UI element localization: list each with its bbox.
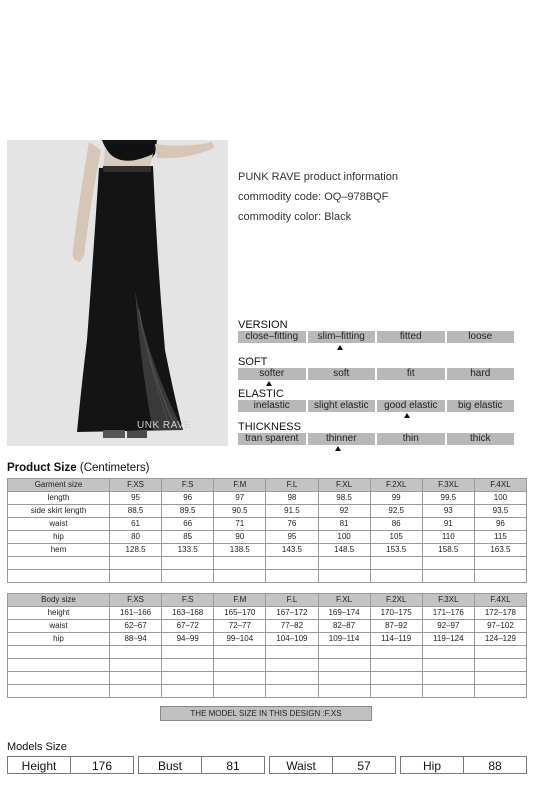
table-cell	[318, 646, 370, 659]
table-header-row	[8, 594, 527, 607]
table-row	[8, 633, 527, 646]
table-row	[8, 607, 527, 620]
table-row	[8, 544, 527, 557]
table-header-row	[8, 479, 527, 492]
attr-option: fitted	[377, 331, 445, 343]
attr-option: loose	[447, 331, 515, 343]
table-cell	[370, 672, 422, 685]
model-measure-hip	[400, 756, 527, 774]
table-cell	[266, 672, 318, 685]
selection-marker-icon	[266, 381, 272, 386]
model-measure-label: Hip	[422, 759, 441, 773]
attr-option: thick	[447, 433, 515, 445]
selection-marker-icon	[335, 446, 341, 451]
size-column-header: F.M	[214, 479, 266, 492]
table-cell: 99.5	[422, 492, 474, 505]
table-cell: 98.5	[318, 492, 370, 505]
row-label	[8, 557, 110, 570]
table-cell: 161–166	[110, 607, 162, 620]
table-cell	[162, 646, 214, 659]
table-cell	[318, 672, 370, 685]
table-row	[8, 659, 527, 672]
table-cell: 92–97	[422, 620, 474, 633]
table-cell: 97–102	[474, 620, 526, 633]
table-cell: 80	[110, 531, 162, 544]
table-cell: 119–124	[422, 633, 474, 646]
row-label: height	[8, 607, 110, 620]
table-row	[8, 531, 527, 544]
size-column-header: F.M	[214, 594, 266, 607]
attr-title-elastic: ELASTIC	[238, 388, 284, 400]
product-size-heading: Product Size	[7, 462, 77, 474]
table-cell	[110, 672, 162, 685]
attr-option: close–fitting	[238, 331, 306, 343]
row-label: side skirt length	[8, 505, 110, 518]
table-row	[8, 672, 527, 685]
table-cell	[110, 570, 162, 583]
table-cell	[318, 570, 370, 583]
table-cell: 128.5	[110, 544, 162, 557]
table-cell: 169–174	[318, 607, 370, 620]
table-cell: 81	[318, 518, 370, 531]
table-cell	[266, 557, 318, 570]
table-cell	[110, 646, 162, 659]
table-row	[8, 646, 527, 659]
row-label: waist	[8, 518, 110, 531]
attr-scale-soft	[238, 368, 514, 380]
table-cell	[162, 557, 214, 570]
table-cell	[318, 557, 370, 570]
attr-title-thickness: THICKNESS	[238, 421, 301, 433]
table-cell	[474, 570, 526, 583]
table-cell: 71	[214, 518, 266, 531]
info-code-line: commodity code: OQ–978BQF	[238, 191, 389, 203]
attr-option: big elastic	[447, 400, 515, 412]
attr-title-version: VERSION	[238, 319, 288, 331]
table-cell: 92	[318, 505, 370, 518]
table-cell: 148.5	[318, 544, 370, 557]
attr-option: good elastic	[377, 400, 445, 412]
attr-option: tran sparent	[238, 433, 306, 445]
selection-marker-icon	[337, 345, 343, 350]
table-cell	[214, 557, 266, 570]
table-cell: 97	[214, 492, 266, 505]
table-row	[8, 620, 527, 633]
table-cell	[474, 672, 526, 685]
table-row	[8, 685, 527, 698]
row-label	[8, 646, 110, 659]
table-cell: 77–82	[266, 620, 318, 633]
table-cell	[162, 659, 214, 672]
attr-title-soft: SOFT	[238, 356, 268, 368]
table-cell: 95	[266, 531, 318, 544]
table-cell	[422, 646, 474, 659]
table-cell	[110, 557, 162, 570]
table-row	[8, 492, 527, 505]
table-cell: 91	[422, 518, 474, 531]
table-cell	[214, 672, 266, 685]
attr-option: soft	[308, 368, 376, 380]
table-cell: 72–77	[214, 620, 266, 633]
attr-option: slight elastic	[308, 400, 376, 412]
table-cell	[474, 685, 526, 698]
row-label: hem	[8, 544, 110, 557]
table-cell: 82–87	[318, 620, 370, 633]
table-cell	[474, 557, 526, 570]
table-cell: 87–92	[370, 620, 422, 633]
product-photo	[7, 140, 228, 446]
table-cell	[214, 570, 266, 583]
table-cell: 110	[422, 531, 474, 544]
brand-watermark: UNK RAVE	[137, 420, 192, 431]
table-cell: 158.5	[422, 544, 474, 557]
model-measure-label: Bust	[157, 759, 182, 773]
row-label: hip	[8, 531, 110, 544]
table-cell: 109–114	[318, 633, 370, 646]
table-cell: 167–172	[266, 607, 318, 620]
table-cell: 93.5	[474, 505, 526, 518]
size-column-header: F.4XL	[474, 594, 526, 607]
table-cell: 98	[266, 492, 318, 505]
table-cell	[266, 570, 318, 583]
size-column-header: F.S	[162, 594, 214, 607]
table-cell: 85	[162, 531, 214, 544]
table-cell	[214, 659, 266, 672]
info-brand-line: PUNK RAVE product information	[238, 171, 398, 183]
row-label	[8, 659, 110, 672]
table-cell	[370, 685, 422, 698]
table-cell: 89.5	[162, 505, 214, 518]
attr-option: softer	[238, 368, 306, 380]
table-row	[8, 518, 527, 531]
table-cell	[214, 646, 266, 659]
size-column-header: F.2XL	[370, 594, 422, 607]
table-cell	[266, 659, 318, 672]
attr-scale-thickness	[238, 433, 514, 445]
attr-option: thinner	[308, 433, 376, 445]
table-corner-label: Body size	[8, 594, 110, 607]
table-cell	[422, 659, 474, 672]
info-color-line: commodity color: Black	[238, 211, 352, 223]
attr-scale-version	[238, 331, 514, 343]
attr-option: fit	[377, 368, 445, 380]
table-cell: 170–175	[370, 607, 422, 620]
table-cell	[110, 685, 162, 698]
table-cell	[474, 659, 526, 672]
table-cell: 100	[318, 531, 370, 544]
row-label: length	[8, 492, 110, 505]
model-measure-label: Waist	[286, 759, 316, 773]
table-cell: 76	[266, 518, 318, 531]
table-cell: 153.5	[370, 544, 422, 557]
product-size-title	[7, 462, 150, 474]
table-cell	[422, 685, 474, 698]
model-measure-value: 176	[70, 757, 133, 773]
table-cell: 115	[474, 531, 526, 544]
table-cell	[422, 672, 474, 685]
table-cell: 99–104	[214, 633, 266, 646]
size-column-header: F.XS	[110, 479, 162, 492]
model-measure-bust	[138, 756, 265, 774]
table-cell: 94–99	[162, 633, 214, 646]
table-cell	[162, 570, 214, 583]
selection-marker-icon	[404, 413, 410, 418]
table-cell: 163.5	[474, 544, 526, 557]
table-cell: 62–67	[110, 620, 162, 633]
table-cell: 90.5	[214, 505, 266, 518]
table-cell	[318, 659, 370, 672]
table-cell: 93	[422, 505, 474, 518]
model-measure-value: 88	[463, 757, 526, 773]
size-column-header: F.2XL	[370, 479, 422, 492]
attr-scale-elastic	[238, 400, 514, 412]
product-size-table	[7, 478, 527, 583]
model-measure-value: 57	[332, 757, 395, 773]
table-cell: 143.5	[266, 544, 318, 557]
size-column-header: F.XL	[318, 479, 370, 492]
table-row	[8, 505, 527, 518]
size-column-header: F.XL	[318, 594, 370, 607]
table-cell: 100	[474, 492, 526, 505]
table-cell: 105	[370, 531, 422, 544]
size-column-header: F.4XL	[474, 479, 526, 492]
skirt-model-illustration	[7, 140, 228, 446]
table-cell	[318, 685, 370, 698]
table-corner-label: Garment size	[8, 479, 110, 492]
attr-option: hard	[447, 368, 515, 380]
table-cell	[370, 659, 422, 672]
table-cell: 133.5	[162, 544, 214, 557]
table-cell	[370, 646, 422, 659]
table-cell: 96	[474, 518, 526, 531]
table-cell: 61	[110, 518, 162, 531]
size-column-header: F.XS	[110, 594, 162, 607]
table-row	[8, 557, 527, 570]
attr-option: slim–fitting	[308, 331, 376, 343]
table-cell	[474, 646, 526, 659]
model-measure-waist	[269, 756, 396, 774]
table-cell: 171–176	[422, 607, 474, 620]
table-cell: 95	[110, 492, 162, 505]
table-cell	[110, 659, 162, 672]
table-cell	[422, 557, 474, 570]
table-cell: 88–94	[110, 633, 162, 646]
table-cell: 124–129	[474, 633, 526, 646]
table-cell: 104–109	[266, 633, 318, 646]
table-cell: 163–168	[162, 607, 214, 620]
size-column-header: F.L	[266, 479, 318, 492]
row-label: hip	[8, 633, 110, 646]
table-cell	[266, 646, 318, 659]
table-cell	[162, 685, 214, 698]
row-label	[8, 685, 110, 698]
attr-option: thin	[377, 433, 445, 445]
table-cell	[266, 685, 318, 698]
size-column-header: F.3XL	[422, 594, 474, 607]
table-cell: 96	[162, 492, 214, 505]
table-cell	[214, 685, 266, 698]
table-cell	[370, 557, 422, 570]
table-cell: 114–119	[370, 633, 422, 646]
table-cell: 138.5	[214, 544, 266, 557]
table-cell: 91.5	[266, 505, 318, 518]
model-measure-label: Height	[21, 759, 57, 773]
table-cell: 165–170	[214, 607, 266, 620]
table-cell: 92.5	[370, 505, 422, 518]
table-cell: 66	[162, 518, 214, 531]
size-column-header: F.L	[266, 594, 318, 607]
table-cell: 99	[370, 492, 422, 505]
table-cell: 90	[214, 531, 266, 544]
row-label: waist	[8, 620, 110, 633]
body-size-table	[7, 593, 527, 698]
row-label	[8, 570, 110, 583]
row-label	[8, 672, 110, 685]
model-measure-value: 81	[201, 757, 264, 773]
table-cell: 88.5	[110, 505, 162, 518]
table-cell: 172–178	[474, 607, 526, 620]
table-cell: 67–72	[162, 620, 214, 633]
size-column-header: F.S	[162, 479, 214, 492]
models-size-title: Models Size	[7, 741, 67, 753]
attr-option: inelastic	[238, 400, 306, 412]
table-cell	[162, 672, 214, 685]
table-cell	[370, 570, 422, 583]
model-size-note: THE MODEL SIZE IN THIS DESIGN :F.XS	[160, 706, 372, 721]
table-cell	[422, 570, 474, 583]
model-measure-height	[7, 756, 134, 774]
size-column-header: F.3XL	[422, 479, 474, 492]
table-cell: 86	[370, 518, 422, 531]
product-size-unit: (Centimeters)	[79, 462, 150, 474]
models-size-row	[7, 756, 527, 774]
table-row	[8, 570, 527, 583]
